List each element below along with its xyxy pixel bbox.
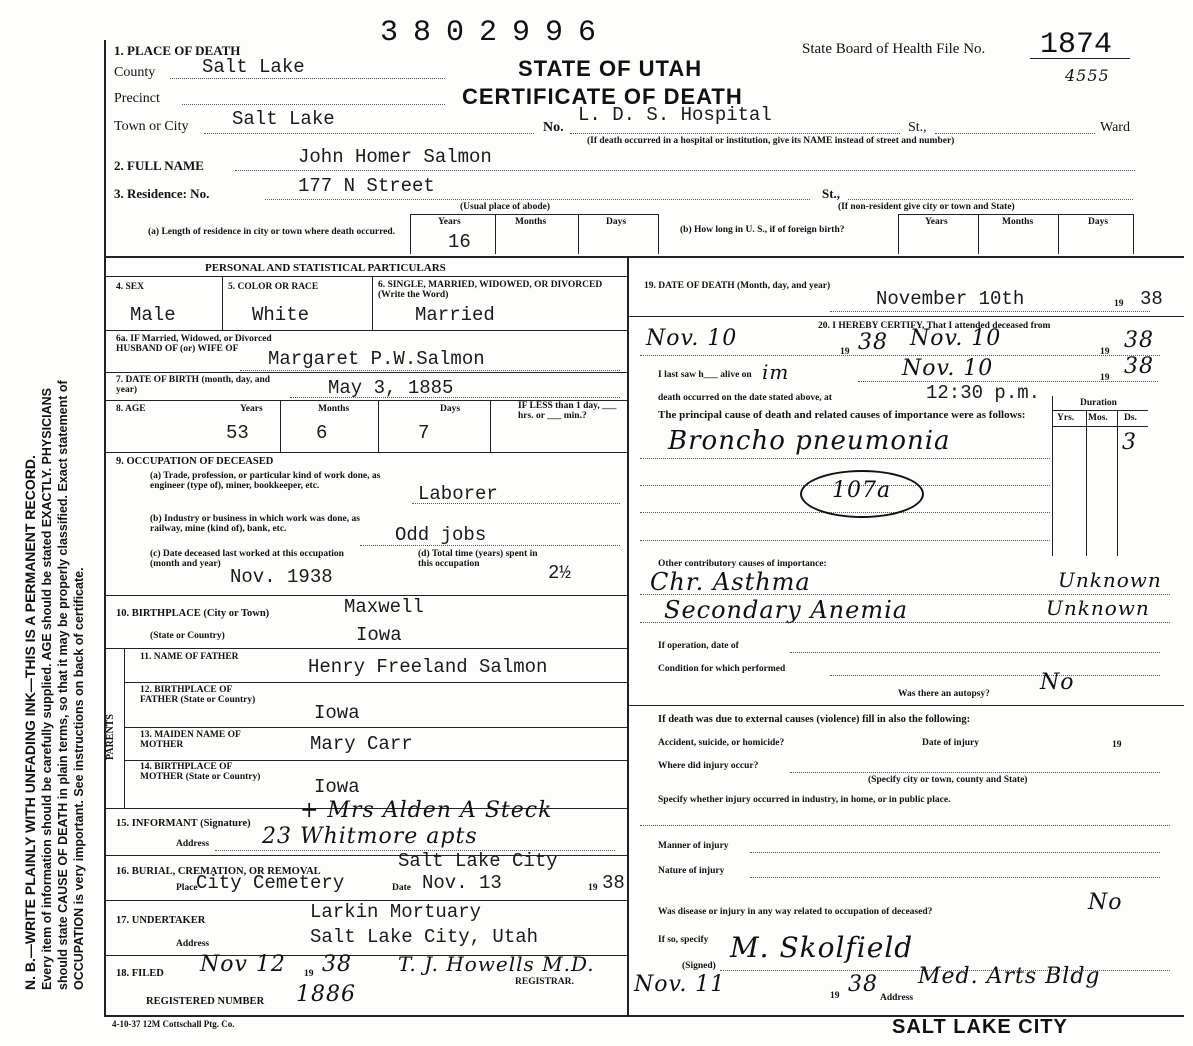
burial-date-label: Date (392, 883, 411, 893)
marital-label: 6. SINGLE, MARRIED, WIDOWED, OR DIVORCED (Write the Word) (378, 280, 603, 300)
certificate-serial: 3802996 (380, 16, 612, 50)
filed-label: 18. FILED (116, 968, 164, 979)
spouse-label: 6a. IF Married, Widowed, or Divorced HUSBAND OF (or) WIFE OF (116, 334, 272, 354)
mother-label: 13. MAIDEN NAME OF MOTHER (140, 730, 241, 750)
place-heading: 1. PLACE OF DEATH (114, 43, 241, 58)
father-value: Henry Freeland Salmon (308, 656, 548, 678)
cause-days-value: 3 (1122, 430, 1137, 455)
burial-date-value: Nov. 13 (422, 872, 502, 894)
nonresident-note: (If non-resident give city or town and State) (838, 202, 1015, 212)
mother-birthplace-label: 14. BIRTHPLACE OF MOTHER (State or Country) (140, 762, 261, 782)
length-of-residence-label: (a) Length of residence in city or town where death occurred. (148, 227, 396, 237)
dob-value: May 3, 1885 (328, 377, 454, 399)
occ-d-label: (d) Total time (years) spent in this occupation (418, 549, 538, 569)
burial-year-value: 38 (602, 872, 625, 894)
attend-to-prefix: 19 (1100, 347, 1110, 357)
dob-label: 7. DATE OF BIRTH (month, day, and year) (116, 375, 271, 395)
physician-address-label: Address (880, 993, 914, 1003)
other-cause-1-duration: Unknown (1058, 568, 1162, 592)
less-than-label: IF LESS than 1 day, ___ hrs. or ___ min.? (518, 401, 617, 421)
age-days-value: 7 (418, 422, 430, 444)
residence-value: 177 N Street (298, 175, 435, 197)
birthplace-city-value: Maxwell (344, 596, 424, 618)
marital-value: Married (415, 304, 495, 326)
ds-label: Ds. (1124, 413, 1137, 423)
informant-signature: + Mrs Alden A Steck (300, 798, 553, 823)
res-years-label: Years (438, 217, 461, 227)
undertaker-address-label: Address (176, 939, 210, 949)
operation-label: If operation, date of (658, 641, 739, 651)
color-label: 5. COLOR OR RACE (228, 282, 319, 292)
certificate-title: CERTIFICATE OF DEATH (462, 84, 743, 109)
other-cause-2: Secondary Anemia (664, 596, 909, 624)
last-saw-value: Nov. 10 (902, 356, 994, 381)
margin-instruction-3: should state CAUSE OF DEATH in plain terms, so that it may be properly classified. Exact statement of (56, 380, 70, 990)
father-label: 11. NAME OF FATHER (140, 652, 239, 662)
injury-date-label: Date of injury (922, 738, 979, 748)
margin-instruction-2: Every item of information should be carefully supplied. AGE should be stated EXACTLY. PHYSICIANS (40, 388, 54, 990)
full-name-value: John Homer Salmon (298, 146, 492, 168)
related-label: Was disease or injury in any way related to occupation of deceased? (658, 907, 933, 917)
age-months-value: 6 (316, 422, 328, 444)
us-residence-label: (b) How long in U. S., if of foreign birth? (680, 225, 845, 235)
other-causes-label: Other contributory causes of importance: (658, 559, 827, 569)
nature-label: Nature of injury (658, 866, 725, 876)
burial-city-value: Salt Lake City (398, 850, 558, 872)
attend-from-prefix: 19 (840, 347, 850, 357)
attend-to-year: 38 (1124, 328, 1154, 353)
occ-b-value: Odd jobs (395, 524, 487, 546)
precinct-label: Precinct (114, 91, 160, 106)
residence-label: 3. Residence: No. (114, 186, 210, 201)
undertaker-label: 17. UNDERTAKER (116, 915, 206, 926)
burial-place-value: City Cemetery (196, 872, 345, 894)
us-days-label: Days (1088, 217, 1109, 227)
attend-from-value: Nov. 10 (646, 326, 738, 351)
registered-number-value: 1886 (296, 982, 356, 1007)
res-years-value: 16 (448, 231, 471, 253)
dod-label: 19. DATE OF DEATH (Month, day, and year) (644, 281, 831, 291)
sex-label: 4. SEX (116, 282, 144, 292)
duration-label: Duration (1080, 398, 1117, 408)
specify2-label: Specify whether injury occurred in industry, in home, or in public place. (658, 795, 951, 805)
dod-year-value: 38 (1140, 288, 1163, 310)
certify-label: 20. I HEREBY CERTIFY, That I attended deceased from (818, 321, 1051, 331)
st-label: St., (908, 120, 927, 135)
undertaker-value: Larkin Mortuary (310, 901, 482, 923)
external-label: If death was due to external causes (violence) fill in also the following: (658, 714, 971, 725)
father-birthplace-label: 12. BIRTHPLACE OF FATHER (State or Country) (140, 685, 256, 705)
county-value: Salt Lake (202, 56, 305, 78)
condition-label: Condition for which performed (658, 664, 786, 674)
signed-year: 38 (848, 972, 878, 997)
age-years-value: 53 (226, 422, 249, 444)
father-birthplace-value: Iowa (314, 702, 360, 724)
birthplace-label: 10. BIRTHPLACE (City or Town) (116, 608, 270, 619)
other-cause-2-duration: Unknown (1046, 596, 1150, 620)
town-value: Salt Lake (232, 108, 335, 130)
board-file-label: State Board of Health File No. (802, 41, 986, 57)
age-label: 8. AGE (116, 404, 146, 414)
ward-label: Ward (1100, 120, 1130, 135)
last-saw-him: im (762, 360, 790, 384)
hospital-value: L. D. S. Hospital (578, 104, 772, 126)
last-saw-prefix: 19 (1100, 373, 1110, 383)
filed-year: 38 (322, 952, 352, 977)
occ-a-value: Laborer (418, 483, 498, 505)
age-years-label: Years (240, 404, 263, 414)
signed-date: Nov. 11 (634, 972, 726, 997)
color-value: White (252, 304, 310, 326)
no-label: No. (543, 120, 564, 135)
other-cause-1: Chr. Asthma (650, 568, 811, 596)
attend-to-value: Nov. 10 (910, 326, 1002, 351)
occupation-heading: 9. OCCUPATION OF DECEASED (116, 456, 274, 467)
related-value: No (1088, 890, 1123, 915)
burial-year-prefix: 19 (588, 883, 598, 893)
informant-address-label: Address (176, 839, 210, 849)
margin-instruction-1: N. B.—WRITE PLAINLY WITH UNFADING INK—THIS IS A PERMANENT RECORD. (22, 455, 38, 990)
dod-year-prefix: 19 (1114, 299, 1124, 309)
dod-value: November 10th (876, 288, 1025, 310)
specify-label: (Specify city or town, county and State) (868, 775, 1028, 785)
death-occurred-label: death occurred on the date stated above, at (658, 393, 832, 403)
attend-from-year: 38 (858, 330, 888, 355)
autopsy-label: Was there an autopsy? (898, 689, 990, 699)
signed-year-prefix: 19 (830, 991, 840, 1001)
us-months-label: Months (1002, 217, 1034, 227)
full-name-label: 2. FULL NAME (114, 158, 204, 173)
state-title: STATE OF UTAH (518, 56, 703, 81)
personal-heading: PERSONAL AND STATISTICAL PARTICULARS (205, 262, 446, 274)
time-value: 12:30 p.m. (926, 382, 1041, 404)
res-days-label: Days (606, 217, 627, 227)
birthplace-state-value: Iowa (356, 624, 402, 646)
us-years-label: Years (925, 217, 948, 227)
parents-label: PARENTS (105, 714, 116, 760)
hospital-note: (If death occurred in a hospital or institution, give its NAME instead of street and number) (587, 136, 955, 146)
residence-st-label: St., (822, 186, 841, 201)
city-stamp: SALT LAKE CITY (892, 1016, 1068, 1038)
board-file-number: 1874 (1040, 28, 1113, 62)
abode-note: (Usual place of abode) (460, 202, 550, 212)
signed-label: (Signed) (682, 961, 716, 971)
cause-label: The principal cause of death and related causes of importance were as follows: (658, 409, 1026, 421)
last-saw-year: 38 (1124, 354, 1154, 379)
margin-instruction-4: OCCUPATION is very important. See instructions on back of certificate. (72, 567, 86, 990)
age-months-label: Months (318, 404, 350, 414)
where-label: Where did injury occur? (658, 761, 759, 771)
res-months-label: Months (515, 217, 547, 227)
yrs-label: Yrs. (1057, 413, 1075, 423)
registrar-label: REGISTRAR. (515, 977, 574, 987)
filed-year-prefix: 19 (304, 969, 314, 979)
age-days-label: Days (440, 404, 461, 414)
burial-label: 16. BURIAL, CREMATION, OR REMOVAL (116, 866, 321, 877)
board-file-sub: 4555 (1065, 66, 1110, 85)
manner-label: Manner of injury (658, 841, 729, 851)
mos-label: Mos. (1088, 413, 1108, 423)
ifso-label: If so, specify (658, 935, 709, 945)
undertaker-address-value: Salt Lake City, Utah (310, 926, 539, 948)
informant-label: 15. INFORMANT (Signature) (116, 818, 251, 829)
occ-d-value: 2½ (548, 562, 571, 584)
burial-place-label: Place (176, 883, 198, 893)
occ-b-label: (b) Industry or business in which work was done, as railway, mine (kind of), bank, etc. (150, 514, 360, 534)
registrar-signature: T. J. Howells M.D. (398, 952, 595, 976)
town-label: Town or City (114, 119, 189, 134)
occ-c-label: (c) Date deceased last worked at this occupation (month and year) (150, 549, 344, 569)
cause-value: Broncho pneumonia (668, 426, 951, 456)
mother-birthplace-value: Iowa (314, 776, 360, 798)
county-label: County (114, 65, 156, 80)
occ-c-value: Nov. 1938 (230, 566, 333, 588)
birthplace-state-label: (State or Country) (150, 631, 225, 641)
autopsy-value: No (1040, 670, 1075, 695)
accident-label: Accident, suicide, or homicide? (658, 738, 785, 748)
cause-code: 107a (832, 478, 892, 503)
printer-imprint: 4-10-37 12M Cottschall Ptg. Co. (112, 1019, 235, 1029)
occ-a-label: (a) Trade, profession, or particular kind of work done, as engineer (type of), miner, bookkeeper, etc. (150, 471, 381, 491)
mother-value: Mary Carr (310, 733, 413, 755)
physician-address: Med. Arts Bldg (918, 964, 1101, 989)
filed-value: Nov 12 (200, 952, 286, 977)
sex-value: Male (130, 304, 176, 326)
physician-signature: M. Skolfield (730, 931, 914, 964)
spouse-value: Margaret P.W.Salmon (268, 348, 485, 370)
last-saw-label: I last saw h___ alive on (658, 370, 752, 380)
injury-year-prefix: 19 (1112, 740, 1122, 750)
informant-address: 23 Whitmore apts (262, 824, 478, 849)
registered-number-label: REGISTERED NUMBER (146, 996, 265, 1007)
